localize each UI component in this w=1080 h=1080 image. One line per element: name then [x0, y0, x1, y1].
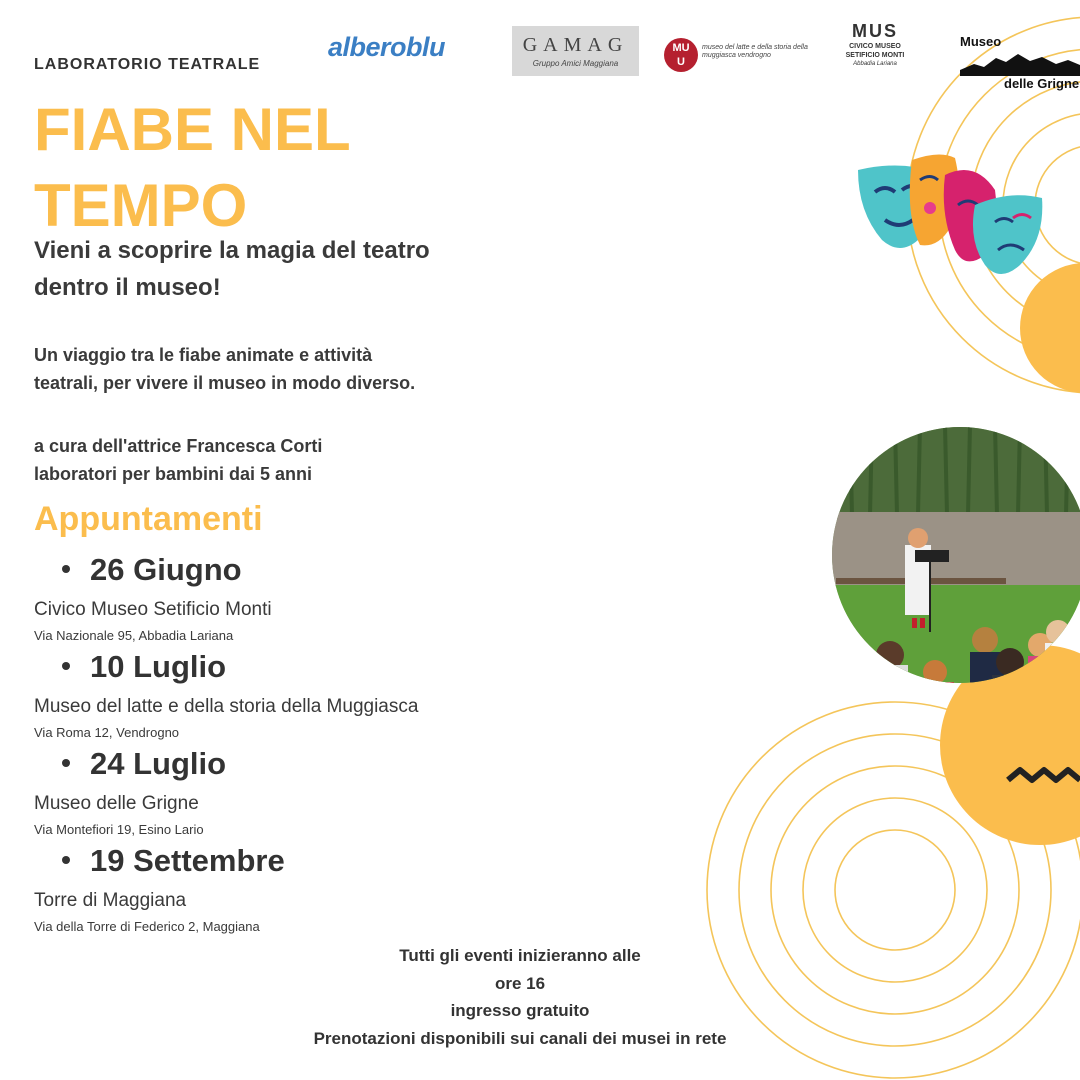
subtitle-line-2: dentro il museo!	[34, 274, 221, 301]
muu-logo-text: museo del latte e della storia della muggiasca vendrogno	[702, 44, 808, 59]
bullet-icon	[62, 856, 70, 864]
appointment-date	[62, 649, 226, 685]
credits-line-2: laboratori per bambini dai 5 anni	[34, 464, 313, 484]
appointment-address: Via della Torre di Federico 2, Maggiana	[34, 919, 260, 934]
mountain-icon	[960, 52, 1080, 76]
title-line-1: FIABE NEL	[34, 96, 351, 163]
appointment-date	[62, 552, 242, 588]
mus-logo-line1: CIVICO MUSEO SETIFICIO MONTI	[845, 43, 905, 59]
footer-line-2: ore 16	[494, 973, 546, 993]
alberoblu-logo: alberoblu	[328, 32, 446, 62]
appointment-address: Via Nazionale 95, Abbadia Lariana	[34, 628, 234, 643]
credits-paragraph	[34, 432, 554, 488]
mus-logo-mark: MUS	[852, 21, 898, 41]
footer-info	[280, 942, 760, 1052]
appointment-venue: Museo delle Grigne	[34, 793, 199, 814]
footer-line-1: Tutti gli eventi inizieranno alle	[399, 946, 641, 965]
appointment-date	[62, 843, 285, 879]
footer-line-3: ingresso gratuito	[450, 1001, 590, 1020]
kicker-label: LABORATORIO TEATRALE	[34, 56, 261, 73]
subtitle-line-1: Vieni a scoprire la magia del teatro	[34, 237, 430, 264]
intro-line-1: Un viaggio tra le fiabe animate e attività	[34, 345, 373, 365]
bullet-icon	[62, 565, 70, 573]
gamag-logo-sub: Gruppo Amici Maggiana	[532, 59, 619, 68]
gamag-logo	[512, 26, 639, 76]
footer-line-4: Prenotazioni disponibili sui canali dei musei in rete	[313, 1028, 727, 1048]
mus-logo-line2: Abbadia Lariana	[853, 61, 897, 67]
appointment-venue: Torre di Maggiana	[34, 890, 187, 911]
muu-logo-mark: MU U	[664, 38, 698, 72]
credits-line-1: a cura dell'attrice Francesca Corti	[34, 436, 323, 456]
intro-paragraph	[34, 341, 554, 397]
event-title	[34, 92, 351, 244]
intro-line-2: teatrali, per vivere il museo in modo diverso.	[34, 373, 416, 393]
gamag-logo-main: GAMAG	[522, 34, 629, 56]
appointment-date-text: 26 Giugno	[90, 552, 242, 587]
subtitle	[34, 232, 534, 306]
appointment-date	[62, 746, 226, 782]
appointment-address: Via Montefiori 19, Esino Lario	[34, 822, 204, 837]
appointment-venue: Museo del latte e della storia della Muggiasca	[34, 696, 419, 717]
appointment-address: Via Roma 12, Vendrogno	[34, 725, 180, 740]
bullet-icon	[62, 759, 70, 767]
appointment-date-text: 24 Luglio	[90, 746, 227, 781]
grigne-logo-top: Museo	[960, 34, 1002, 49]
theatre-masks-icon	[858, 154, 1042, 274]
appointment-date-text: 19 Settembre	[90, 843, 285, 878]
bullet-icon	[62, 662, 70, 670]
setificio-monti-logo	[838, 22, 912, 68]
title-line-2: TEMPO	[34, 172, 248, 239]
grigne-logo-bottom: delle Grigne	[1004, 76, 1080, 91]
orange-disc-upper	[1020, 263, 1080, 393]
appointment-venue: Civico Museo Setificio Monti	[34, 599, 272, 620]
appointment-date-text: 10 Luglio	[90, 649, 227, 684]
appointments-heading: Appuntamenti	[34, 500, 263, 538]
